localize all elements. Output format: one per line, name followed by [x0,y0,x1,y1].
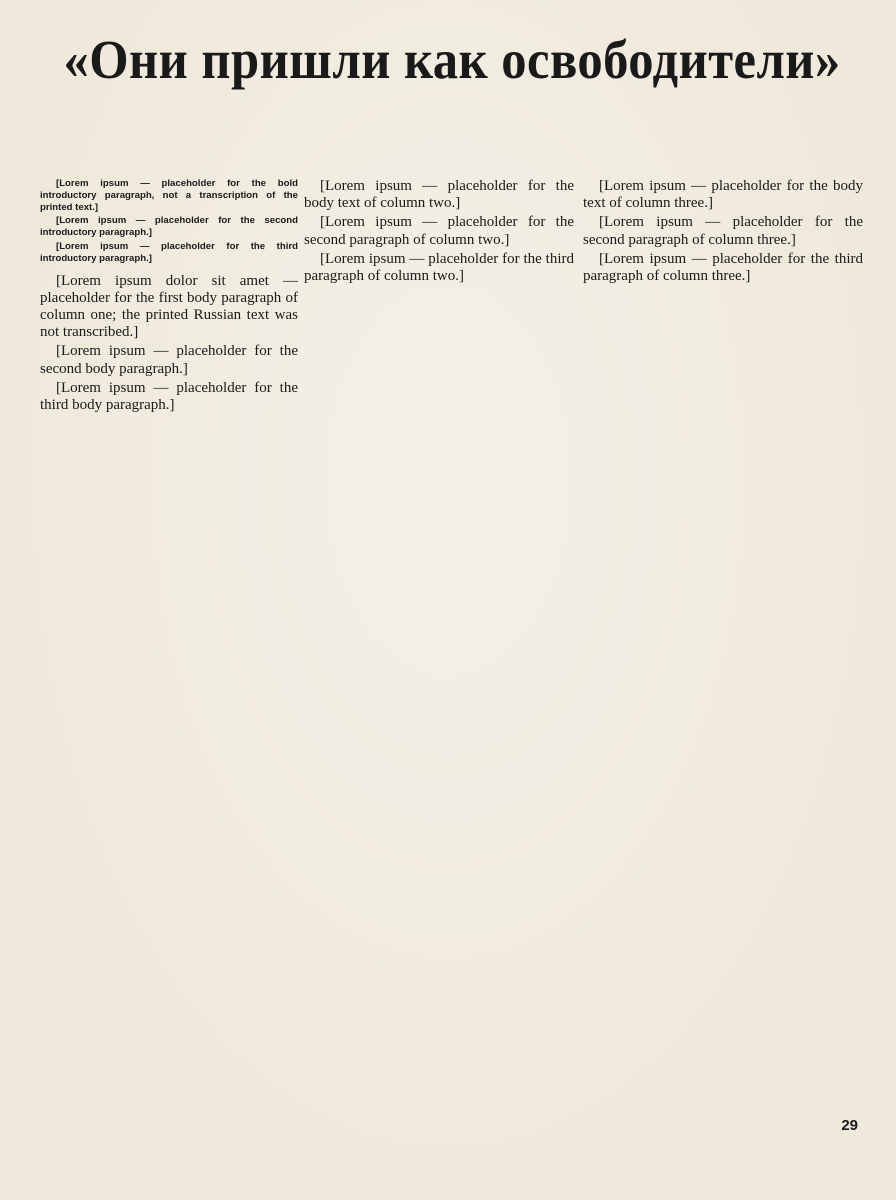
body-paragraph: [Lorem ipsum dolor sit amet — placeholder for the first body paragraph of column one; the printed Russian text was not transcribed.] [40,272,298,341]
body-paragraph: [Lorem ipsum — placeholder for the body text of column two.] [304,178,574,212]
body-paragraph: [Lorem ipsum — placeholder for the third paragraph of column three.] [583,250,863,285]
body-paragraph: [Lorem ipsum — placeholder for the second body paragraph.] [40,343,298,377]
body-paragraph: [Lorem ipsum — placeholder for the body text of column three.] [583,178,863,212]
body-paragraph: [Lorem ipsum — placeholder for the second paragraph of column three.] [583,214,863,248]
article-column-2 [304,178,574,285]
body-paragraph: [Lorem ipsum — placeholder for the third body paragraph.] [40,379,298,413]
article-column-1 [40,178,298,414]
article-column-3 [583,178,863,285]
intro-paragraph: [Lorem ipsum — placeholder for the third introductory paragraph.] [40,240,298,264]
body-paragraph: [Lorem ipsum — placeholder for the third paragraph of column two.] [304,250,574,285]
article-headline: «Они пришли как освободители» [63,29,841,90]
column-1-body [40,273,298,415]
body-paragraph: [Lorem ipsum — placeholder for the second paragraph of column two.] [304,214,574,248]
article-intro [40,178,298,265]
column-3-body [583,178,863,285]
intro-paragraph: [Lorem ipsum — placeholder for the second introductory paragraph.] [40,215,298,239]
page-number: 29 [841,1117,858,1134]
intro-paragraph: [Lorem ipsum — placeholder for the bold introductory paragraph, not a transcription of the printed text.] [40,178,298,213]
column-2-body [304,178,574,285]
